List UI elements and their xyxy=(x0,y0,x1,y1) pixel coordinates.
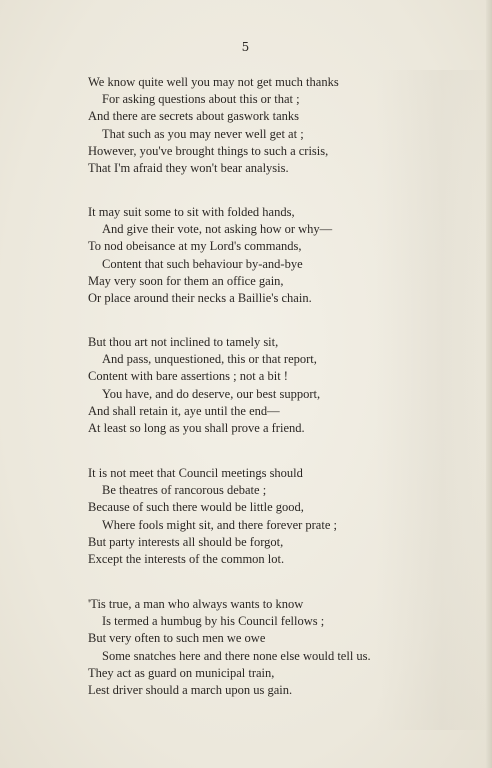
poem-line: Where fools might sit, and there forever prate ; xyxy=(102,517,337,532)
poem-line: However, you've brought things to such a crisis, xyxy=(88,143,329,158)
poem-line: They act as guard on municipal train, xyxy=(88,665,275,680)
poem-line: But very often to such men we owe xyxy=(88,631,266,646)
poem-line: It is not meet that Council meetings should xyxy=(88,466,303,480)
poem-line: That I'm afraid they won't bear analysis. xyxy=(88,161,289,176)
poem-line: At least so long as you shall prove a friend. xyxy=(88,421,305,436)
poem-line: Content with bare assertions ; not a bit ! xyxy=(88,369,288,384)
stanza xyxy=(88,596,448,699)
poem-line: And give their vote, not asking how or why— xyxy=(102,222,333,237)
poem-line: That such as you may never well get at ; xyxy=(102,126,304,141)
poem-line: And pass, unquestioned, this or that report, xyxy=(102,352,317,367)
poem-line: Is termed a humbug by his Council fellows ; xyxy=(102,614,325,629)
poem-line: Or place around their necks a Baillie's chain. xyxy=(88,291,312,306)
poem-line: To nod obeisance at my Lord's commands, xyxy=(88,239,302,254)
poem-line: But thou art not inclined to tamely sit, xyxy=(88,335,279,349)
poem-line: Be theatres of rancorous debate ; xyxy=(102,483,267,498)
stanza xyxy=(88,74,448,177)
poem-line: 'Tis true, a man who always wants to know xyxy=(88,597,304,611)
poem-line: Lest driver should a march upon us gain. xyxy=(88,683,293,698)
poem-line: You have, and do deserve, our best support, xyxy=(102,386,321,401)
poem-line: But party interests all should be forgot, xyxy=(88,534,284,549)
poem-line: Some snatches here and there none else would tell us. xyxy=(102,648,371,663)
poem-line: We know quite well you may not get much thanks xyxy=(88,75,339,89)
stanza xyxy=(88,204,448,307)
poem-line: May very soon for them an office gain, xyxy=(88,273,284,288)
poem-line: And there are secrets about gaswork tanks xyxy=(88,109,300,124)
stanza xyxy=(88,334,448,437)
poem-line: And shall retain it, aye until the end— xyxy=(88,403,280,418)
poem-line: Except the interests of the common lot. xyxy=(88,552,285,567)
page-edge xyxy=(486,0,492,768)
poem-line: For asking questions about this or that ; xyxy=(102,92,300,107)
poem-line: Content that such behaviour by-and-bye xyxy=(102,256,303,271)
page-number: 5 xyxy=(241,40,251,54)
stanza xyxy=(88,465,448,568)
poem-line: Because of such there would be little good, xyxy=(88,500,304,515)
poem-line: It may suit some to sit with folded hands, xyxy=(88,205,295,219)
